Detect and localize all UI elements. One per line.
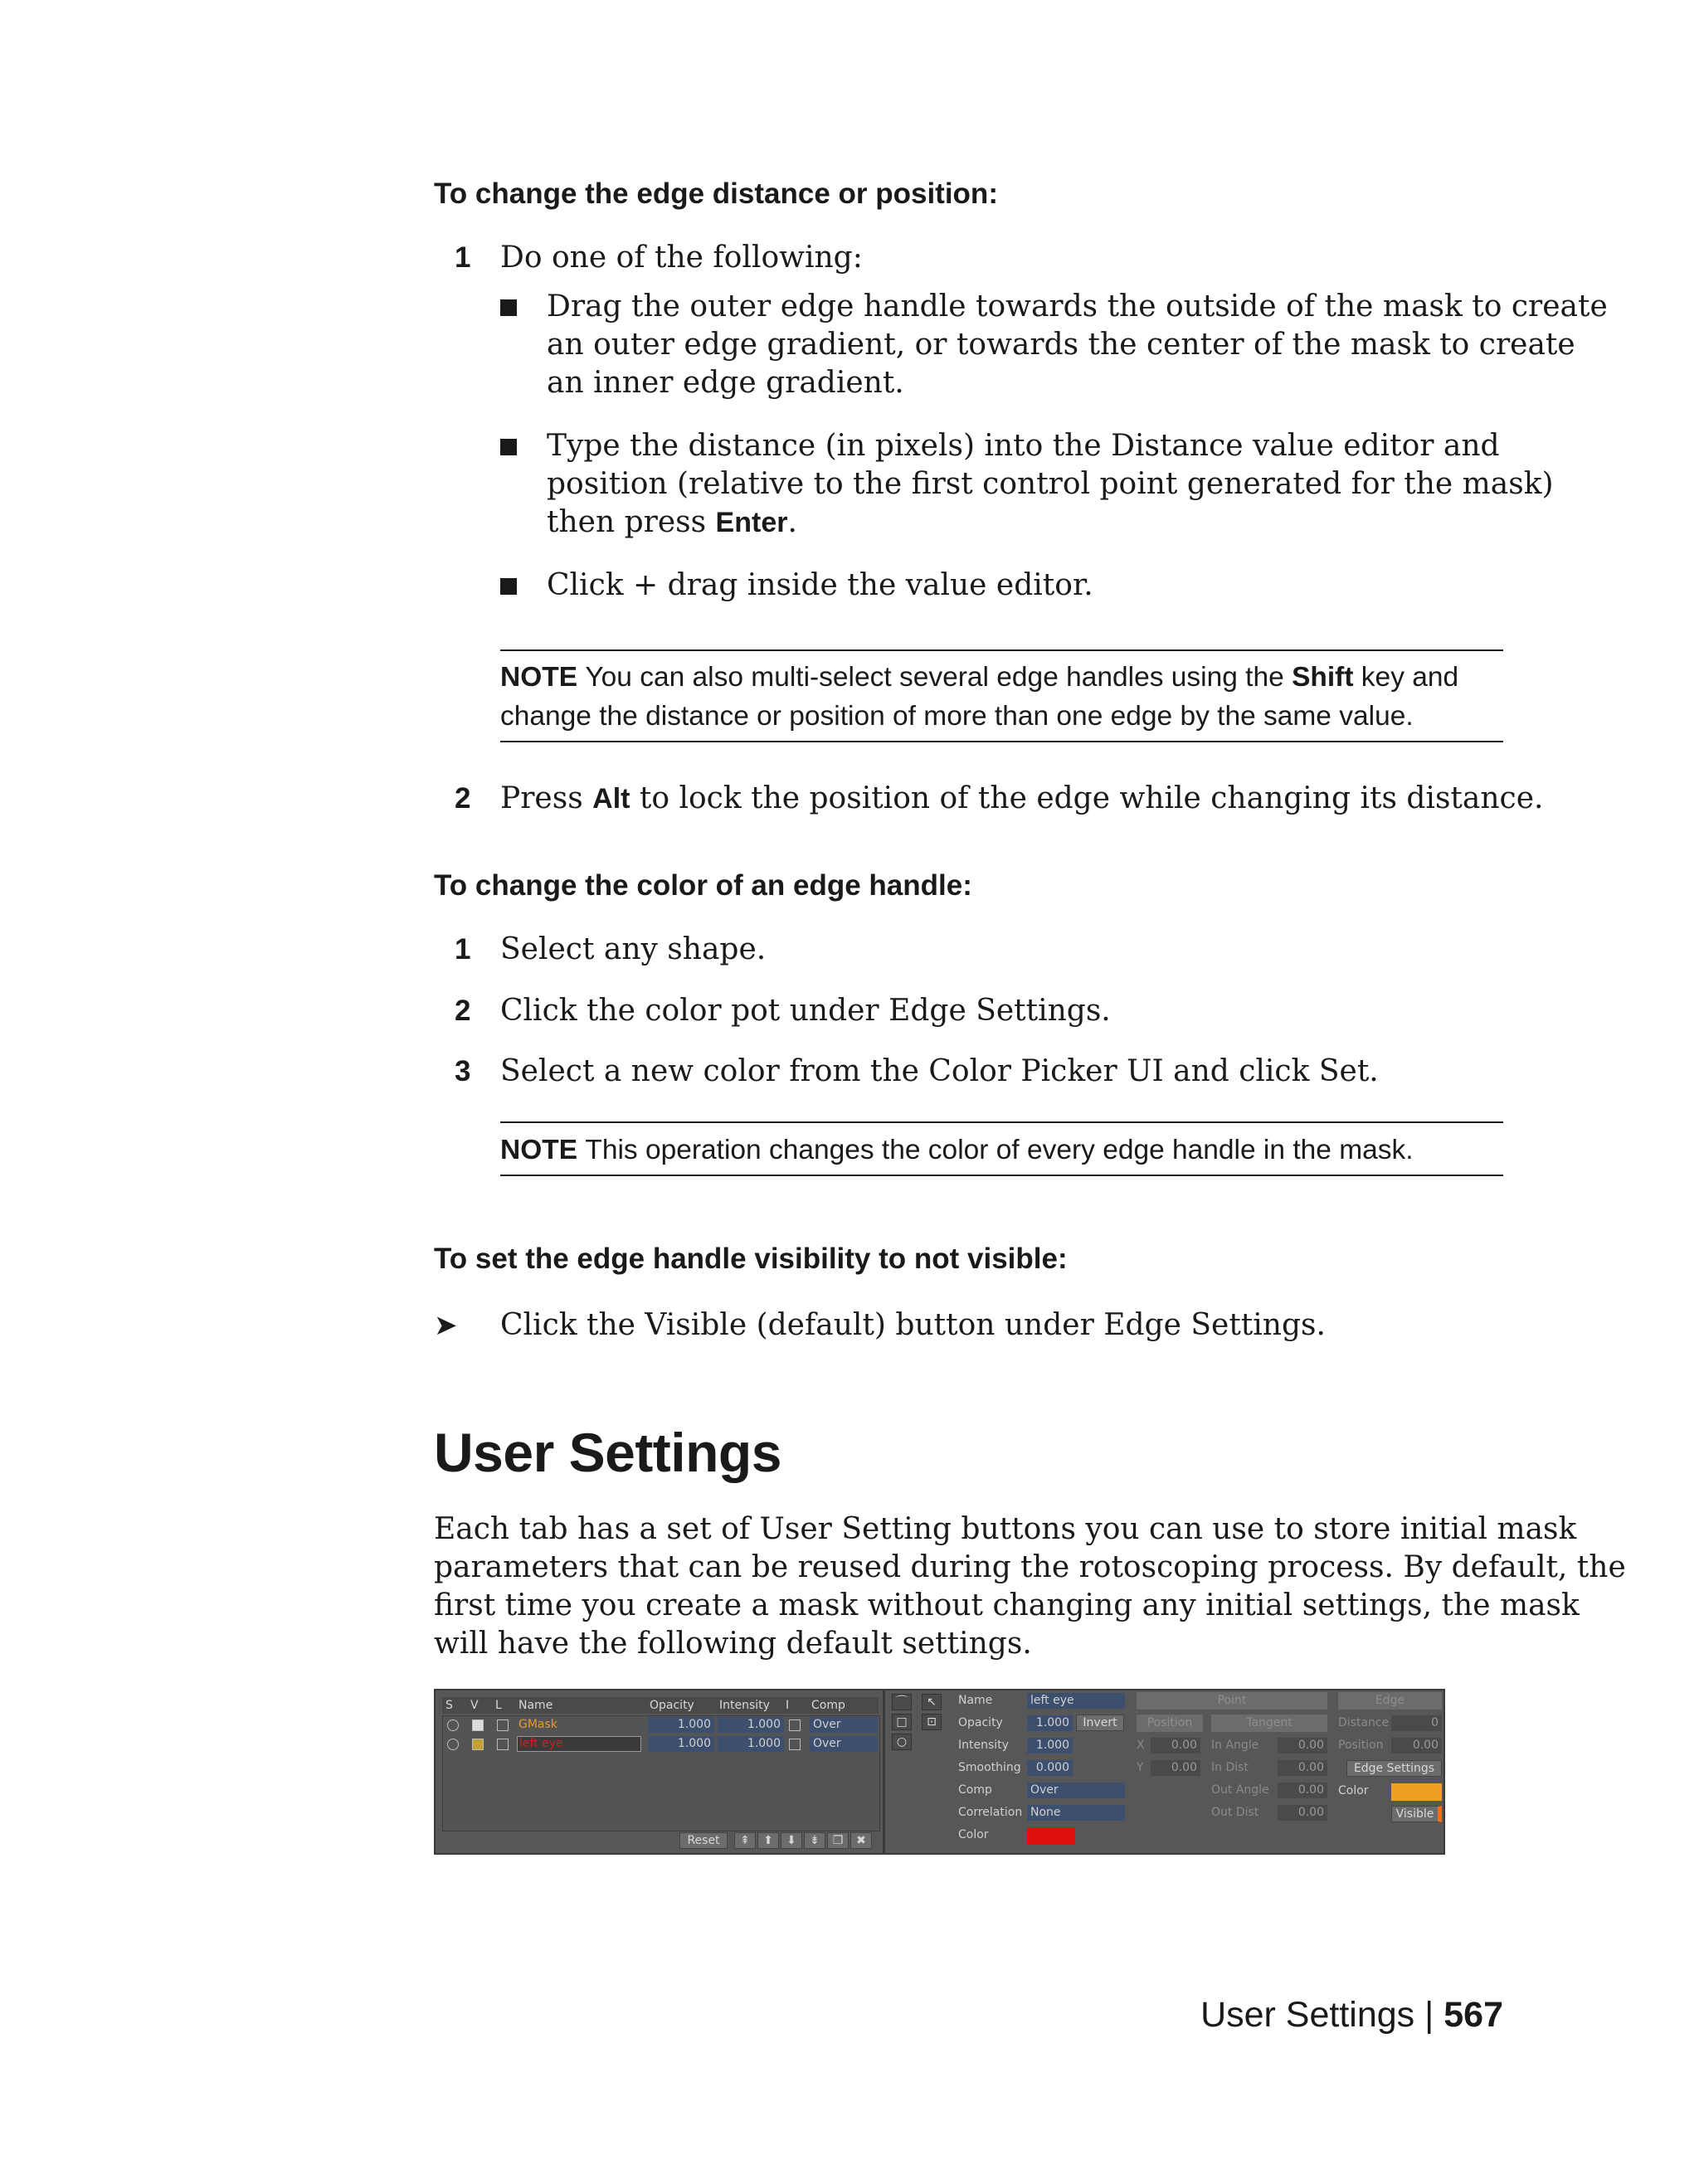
position-label: Position bbox=[1338, 1739, 1384, 1752]
edge-settings-button[interactable]: Edge Settings bbox=[1346, 1760, 1442, 1777]
alt-key: Alt bbox=[592, 783, 630, 815]
col-header-name[interactable]: Name bbox=[518, 1699, 553, 1712]
select-toggle-icon[interactable] bbox=[447, 1719, 459, 1731]
page-footer bbox=[1200, 1995, 1503, 2036]
note-label: NOTE bbox=[500, 1135, 578, 1165]
in-angle-field[interactable]: 0.00 bbox=[1278, 1738, 1327, 1754]
comp-field[interactable]: Over bbox=[810, 1717, 878, 1733]
x-field[interactable]: 0.00 bbox=[1151, 1738, 1200, 1754]
move-top-button[interactable]: ⇞ bbox=[734, 1832, 756, 1849]
body-paragraph bbox=[434, 1510, 1626, 1663]
enter-key: Enter bbox=[715, 507, 788, 538]
bezier-tool-icon[interactable]: ⌒ bbox=[892, 1694, 912, 1710]
mask-name[interactable]: GMask bbox=[518, 1718, 557, 1731]
col-header-comp[interactable]: Comp bbox=[811, 1699, 845, 1712]
mask-name[interactable]: left eye bbox=[517, 1736, 641, 1752]
move-bottom-button[interactable]: ⇟ bbox=[804, 1832, 825, 1849]
out-dist-field[interactable]: 0.00 bbox=[1278, 1805, 1327, 1821]
note-text: You can also multi-select several edge handles using the bbox=[585, 662, 1293, 693]
comp-label: Comp bbox=[958, 1783, 992, 1797]
correlation-label: Correlation bbox=[958, 1806, 1023, 1819]
invert-checkbox[interactable] bbox=[789, 1739, 801, 1750]
correlation-field[interactable]: None bbox=[1027, 1805, 1125, 1821]
name-label: Name bbox=[958, 1694, 993, 1707]
reset-button[interactable]: Reset bbox=[679, 1832, 728, 1849]
distance-field[interactable]: 0 bbox=[1391, 1715, 1442, 1731]
note-line: change the distance or position of more than one edge by the same value. bbox=[500, 701, 1414, 732]
mask-settings-screenshot bbox=[434, 1689, 1445, 1855]
note-text: key and bbox=[1353, 662, 1459, 693]
note-line bbox=[500, 1131, 1503, 1170]
table-row[interactable] bbox=[442, 1735, 879, 1753]
step-number: 1 bbox=[455, 241, 471, 274]
square-bullet-icon bbox=[500, 299, 517, 316]
out-dist-label: Out Dist bbox=[1211, 1806, 1259, 1819]
select-arrow-icon[interactable]: ↖ bbox=[922, 1694, 942, 1710]
paragraph-line: Each tab has a set of User Setting buttons you can use to store initial mask bbox=[434, 1512, 1577, 1546]
point-header: Point bbox=[1137, 1692, 1327, 1710]
page-number: 567 bbox=[1443, 1995, 1503, 2035]
period: . bbox=[787, 505, 797, 539]
comp-field[interactable]: Over bbox=[810, 1736, 878, 1752]
step-number: 2 bbox=[455, 782, 471, 815]
y-field[interactable]: 0.00 bbox=[1151, 1760, 1200, 1776]
visible-checkbox[interactable] bbox=[472, 1719, 484, 1731]
out-angle-label: Out Angle bbox=[1211, 1783, 1269, 1797]
smoothing-field[interactable]: 0.000 bbox=[1027, 1760, 1073, 1776]
color-swatch[interactable] bbox=[1027, 1827, 1075, 1845]
edge-color-swatch[interactable] bbox=[1391, 1783, 1442, 1801]
in-angle-label: In Angle bbox=[1211, 1739, 1259, 1752]
bullet-line: Type the distance (in pixels) into the Distance value editor and bbox=[547, 429, 1500, 463]
col-header-opacity[interactable]: Opacity bbox=[650, 1699, 694, 1712]
paragraph-line: will have the following default settings. bbox=[434, 1627, 1032, 1661]
in-dist-field[interactable]: 0.00 bbox=[1278, 1760, 1327, 1776]
intensity-field[interactable]: 1.000 bbox=[718, 1717, 784, 1733]
distance-label: Distance bbox=[1338, 1716, 1390, 1729]
table-row[interactable] bbox=[442, 1716, 879, 1734]
note-label: NOTE bbox=[500, 662, 578, 693]
mask-list-header bbox=[442, 1697, 879, 1714]
step-number: 1 bbox=[455, 933, 471, 966]
intensity-field[interactable]: 1.000 bbox=[1027, 1738, 1073, 1754]
select-toggle-icon[interactable] bbox=[447, 1739, 459, 1750]
col-header-l[interactable]: L bbox=[495, 1699, 502, 1712]
copy-button[interactable]: ❐ bbox=[827, 1832, 849, 1849]
note-box bbox=[500, 649, 1503, 742]
position-button[interactable]: Position bbox=[1137, 1715, 1203, 1732]
footer-section: User Settings | bbox=[1200, 1995, 1444, 2035]
col-header-v[interactable]: V bbox=[470, 1699, 479, 1712]
comp-field[interactable]: Over bbox=[1027, 1783, 1125, 1798]
note-text: This operation changes the color of every edge handle in the mask. bbox=[585, 1135, 1414, 1165]
transform-tool-icon[interactable]: ⊡ bbox=[922, 1714, 942, 1730]
step-text: Select any shape. bbox=[500, 932, 767, 966]
bullet-line: Drag the outer edge handle towards the outside of the mask to create bbox=[547, 289, 1608, 323]
lock-checkbox[interactable] bbox=[497, 1719, 509, 1731]
step-number: 3 bbox=[455, 1055, 471, 1087]
col-header-intensity[interactable]: Intensity bbox=[719, 1699, 770, 1712]
bullet-line-text: then press bbox=[547, 505, 716, 539]
step-text bbox=[500, 780, 1543, 818]
move-up-button[interactable]: ⬆ bbox=[757, 1832, 779, 1849]
position-field[interactable]: 0.00 bbox=[1391, 1738, 1442, 1754]
trash-button[interactable]: ✖ bbox=[850, 1832, 872, 1849]
edge-header: Edge bbox=[1338, 1692, 1442, 1710]
visible-checkbox[interactable] bbox=[472, 1739, 484, 1750]
bullet-line: Click + drag inside the value editor. bbox=[547, 568, 1093, 602]
procedure-heading-edge-color: To change the color of an edge handle: bbox=[434, 869, 972, 902]
step-text: Click the Visible (default) button under Edge Settings. bbox=[500, 1308, 1326, 1342]
name-field[interactable]: left eye bbox=[1027, 1693, 1125, 1709]
y-label: Y bbox=[1137, 1761, 1144, 1774]
note-box bbox=[500, 1121, 1503, 1176]
x-label: X bbox=[1137, 1739, 1145, 1752]
mask-list-panel bbox=[439, 1694, 879, 1849]
invert-checkbox[interactable] bbox=[789, 1719, 801, 1731]
step-text: Click the color pot under Edge Settings. bbox=[500, 994, 1111, 1028]
lock-checkbox[interactable] bbox=[497, 1739, 509, 1750]
out-angle-field[interactable]: 0.00 bbox=[1278, 1783, 1327, 1798]
square-bullet-icon bbox=[500, 439, 517, 455]
procedure-heading-edge-distance: To change the edge distance or position: bbox=[434, 178, 998, 210]
opacity-field[interactable]: 1.000 bbox=[1027, 1715, 1073, 1731]
tangent-button[interactable]: Tangent bbox=[1211, 1715, 1327, 1732]
opacity-field[interactable]: 1.000 bbox=[648, 1717, 714, 1733]
smoothing-label: Smoothing bbox=[958, 1761, 1021, 1774]
opacity-field[interactable]: 1.000 bbox=[648, 1736, 714, 1752]
move-down-button[interactable]: ⬇ bbox=[781, 1832, 802, 1849]
step-text: Select a new color from the Color Picker UI and click Set. bbox=[500, 1054, 1379, 1088]
ellipse-tool-icon[interactable]: ○ bbox=[892, 1734, 912, 1750]
arrow-bullet-icon: ➤ bbox=[434, 1309, 458, 1342]
bullet-line: position (relative to the first control point generated for the mask) bbox=[547, 467, 1554, 501]
shift-key: Shift bbox=[1292, 662, 1354, 693]
bullet-line bbox=[547, 503, 1509, 542]
bullet-line: an inner edge gradient. bbox=[547, 366, 904, 400]
in-dist-label: In Dist bbox=[1211, 1761, 1249, 1774]
opacity-label: Opacity bbox=[958, 1716, 1003, 1729]
col-header-s[interactable]: S bbox=[445, 1699, 453, 1712]
note-line bbox=[500, 658, 1503, 697]
intensity-field[interactable]: 1.000 bbox=[718, 1736, 784, 1752]
invert-button[interactable]: Invert bbox=[1076, 1715, 1124, 1731]
color-label: Color bbox=[958, 1828, 989, 1841]
rectangle-tool-icon[interactable]: □ bbox=[892, 1714, 912, 1730]
panel-divider bbox=[883, 1690, 885, 1853]
bullet-line: an outer edge gradient, or towards the center of the mask to create bbox=[547, 328, 1575, 362]
step-text-part: to lock the position of the edge while changing its distance. bbox=[630, 781, 1544, 815]
intensity-label: Intensity bbox=[958, 1739, 1009, 1752]
square-bullet-icon bbox=[500, 578, 517, 595]
col-header-i[interactable]: I bbox=[786, 1699, 790, 1712]
paragraph-line: parameters that can be reused during the rotoscoping process. By default, the bbox=[434, 1550, 1626, 1584]
step-text-part: Press bbox=[500, 781, 593, 815]
step-number: 2 bbox=[455, 995, 471, 1027]
section-title: User Settings bbox=[434, 1422, 781, 1483]
paragraph-line: first time you create a mask without changing any initial settings, the mask bbox=[434, 1588, 1580, 1622]
visible-button[interactable]: Visible bbox=[1391, 1806, 1442, 1822]
edge-color-label: Color bbox=[1338, 1784, 1369, 1797]
step-text: Do one of the following: bbox=[500, 241, 863, 275]
procedure-heading-edge-visibility: To set the edge handle visibility to not visible: bbox=[434, 1243, 1068, 1275]
